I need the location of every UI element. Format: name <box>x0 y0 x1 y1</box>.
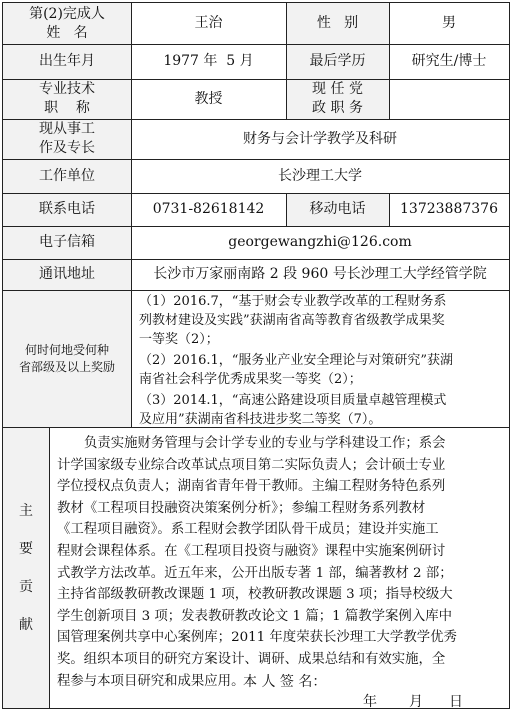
email-label: 电子信箱 <box>39 234 95 250</box>
specialty-label-line2: 作及专长 <box>39 140 95 156</box>
title-label-line1: 专业技术 <box>39 81 95 97</box>
birth-label: 出生年月 <box>39 53 95 69</box>
title-label-line2: 职 称 <box>44 100 90 116</box>
gender-value: 男 <box>442 15 456 31</box>
awards-label <box>3 290 131 427</box>
award-line: （2）2016.1，“服务业产业安全理论与对策研究”获湖 <box>139 353 454 368</box>
specialty-value: 财务与会计学教学及科研 <box>243 130 397 147</box>
personal-info-form <box>2 2 510 709</box>
award-item <box>139 391 503 429</box>
award-line: （1）2016.7，“基于财会专业教学改革的工程财务系 <box>139 294 447 309</box>
contribution-label-char: 要 <box>19 540 33 557</box>
signature-label: 本 人 签 名： <box>243 674 327 690</box>
signature-date-day: 日 <box>449 694 463 710</box>
education-label: 最后学历 <box>309 53 366 69</box>
contribution-line: 主持省部级教研教改课题 1 项，校教研教改课题 3 项；指导校级大 <box>57 587 453 603</box>
contribution-text <box>57 433 503 692</box>
contribution-line: 奖。组织本项目的研究方案设计、调研、成果总结和有效实施，全 <box>57 651 446 667</box>
name-label-line1: 第(2)完成人 <box>29 5 105 22</box>
award-line: 南省社会科学优秀成果奖一等奖（2）； <box>139 372 362 387</box>
awards-label-line2: 省部级及以上奖励 <box>18 359 115 374</box>
contribution-line: 《工程项目融资》。系工程财会教学团队骨干成员；建设并实施工 <box>57 522 439 538</box>
address-value: 长沙市万家丽南路 2 段 960 号长沙理工大学经管学院 <box>153 266 487 282</box>
award-line: （3）2014.1，“高速公路建设项目质量卓越管理模式 <box>139 393 447 408</box>
award-line: 一等奖（2）； <box>139 332 219 347</box>
specialty-label <box>3 119 131 159</box>
name-label-line2: 姓 名 <box>46 24 88 41</box>
contribution-line: 式教学方法改革。近五年来，公开出版专著 1 部，编著教材 2 部； <box>57 565 453 581</box>
contribution-line: 国管理案例共享中心案例库；2011 年度荣获长沙理工大学教学优秀 <box>57 630 457 646</box>
title-label <box>3 79 131 119</box>
email-value: georgewangzhi@126.com <box>228 234 412 250</box>
awards-list <box>139 292 503 429</box>
education-value: 研究生/博士 <box>411 53 487 69</box>
address-label: 通讯地址 <box>39 266 95 282</box>
contribution-line: 计学国家级专业综合改革试点项目第二实际负责人；会计硕士专业 <box>57 457 446 473</box>
award-item <box>139 351 503 389</box>
contribution-line: 程参与本项目研究和成果应用。 <box>57 673 245 689</box>
mobile-value: 13723887376 <box>400 201 498 217</box>
award-line: 列教材建设及实践”获湖南省高等教育省级教学成果奖 <box>139 313 445 328</box>
contribution-label-char: 贡 <box>19 578 33 595</box>
gender-label: 性 别 <box>316 15 359 31</box>
contribution-line: 程财会课程体系。在《工程项目投资与融资》课程中实施案例研讨 <box>57 543 446 559</box>
signature-date-year: 年 <box>363 694 377 710</box>
employer-value: 长沙理工大学 <box>278 167 362 184</box>
position-value <box>389 79 509 119</box>
contribution-line: 教材《工程项目投融资决策案例分析》；参编工程财务系列教材 <box>57 500 426 516</box>
award-line: 及应用”获湖南省科技进步奖二等奖（7）。 <box>139 412 382 427</box>
contribution-line: 负责实施财务管理与会计学专业的专业与学科建设工作；系会 <box>84 436 446 451</box>
column-divider <box>49 427 50 708</box>
contribution-label <box>3 427 49 708</box>
award-item <box>139 292 503 349</box>
position-label-line2: 政 职 务 <box>312 100 363 116</box>
signature-date-month: 月 <box>409 694 423 710</box>
title-value: 教授 <box>194 90 223 107</box>
name-label <box>3 3 131 44</box>
contribution-line: 学位授权点负责人；湖南省青年骨干教师。主编工程财务特色系列 <box>57 479 446 495</box>
position-label-line1: 现 任 党 <box>312 81 363 97</box>
contribution-label-char: 献 <box>19 616 33 633</box>
phone-label: 联系电话 <box>39 201 95 217</box>
name-value: 王治 <box>194 15 223 31</box>
birth-value: 1977 年 5 月 <box>163 53 254 69</box>
specialty-label-line1: 现从事工 <box>39 121 95 137</box>
awards-label-line1: 何时何地受何种 <box>24 342 109 357</box>
mobile-label: 移动电话 <box>309 201 366 217</box>
contribution-label-char: 主 <box>19 502 33 519</box>
contribution-line: 学生创新项目 3 项；发表教研教改论文 1 篇；1 篇教学案例入库中 <box>57 608 452 624</box>
position-label <box>286 79 389 119</box>
employer-label: 工作单位 <box>39 167 95 184</box>
phone-value: 0731-82618142 <box>152 201 265 217</box>
